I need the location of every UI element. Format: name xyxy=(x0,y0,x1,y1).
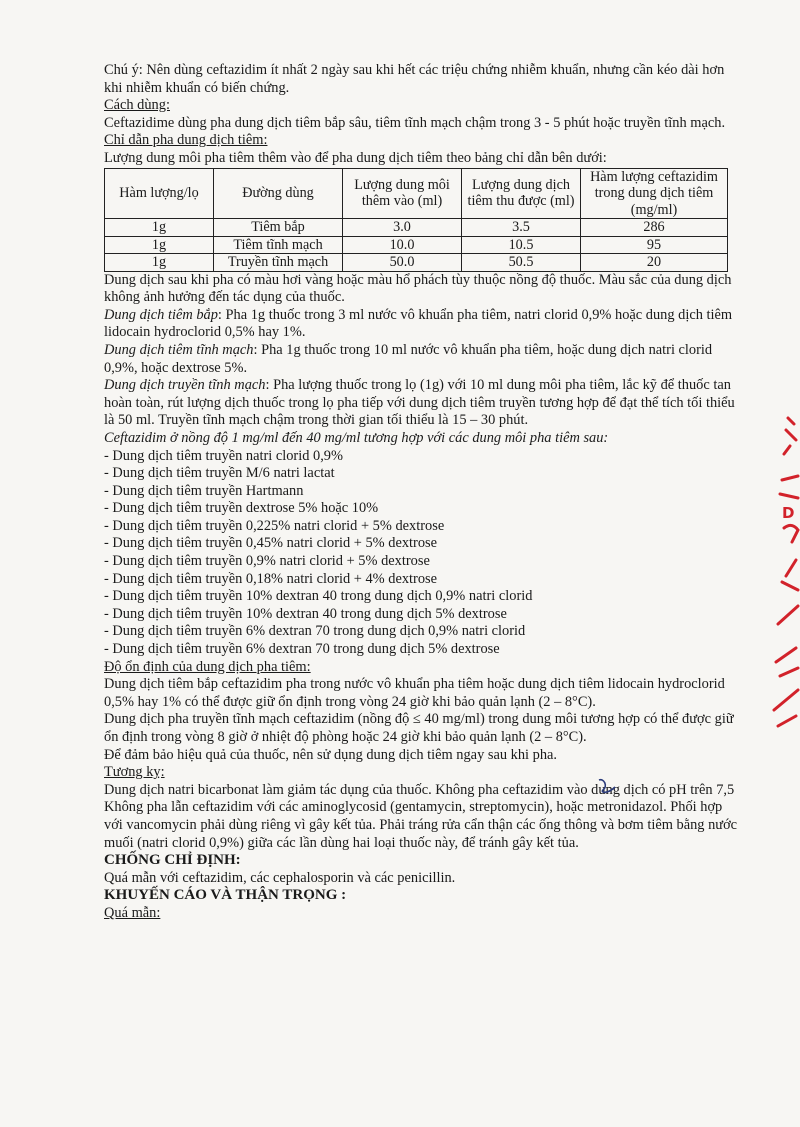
list-item: - Dung dịch tiêm truyền M/6 natri lactat xyxy=(104,465,335,482)
warn-heading: KHUYẾN CÁO VÀ THẬN TRỌNG : xyxy=(104,887,347,904)
incompat-p2: Không pha lẫn ceftazidim với các aminoglycosid (gentamycin, streptomycin), hoặc metronidazol. Phối hợp với vancomycin phải dùng riêng vì gây kết tủa. Phải tráng rửa cẩn thận các ống thông và bơm tiêm bằng nước muối (natri clorid 0,9%) giữa các lần dùng hai loại thuốc này, để tránh gây kết tủa. xyxy=(104,799,738,851)
list-item: - Dung dịch tiêm truyền 0,225% natri clorid + 5% dextrose xyxy=(104,517,445,534)
cell: 10.5 xyxy=(462,236,581,254)
stability-heading: Độ ổn định của dung dịch pha tiêm: xyxy=(104,658,311,675)
cell: 3.0 xyxy=(343,219,462,237)
list-item: - Dung dịch tiêm truyền 0,18% natri clorid + 4% dextrose xyxy=(104,570,438,587)
table-row xyxy=(105,254,728,272)
document-page xyxy=(104,62,744,923)
iv-paragraph xyxy=(104,342,744,377)
stability-p3: Để đảm bảo hiệu quả của thuốc, nên sử dụng dung dịch tiêm ngay sau khi pha. xyxy=(104,746,558,763)
incompat-p1: Dung dịch natri bicarbonat làm giảm tác dụng của thuốc. Không pha ceftazidim vào dung dịch có pH trên 7,5 xyxy=(104,781,735,798)
im-label: Dung dịch tiêm bắp xyxy=(104,306,218,323)
cell: 95 xyxy=(581,236,728,254)
contra-heading: CHỐNG CHỈ ĐỊNH: xyxy=(104,852,241,869)
handwritten-mark-icon xyxy=(596,776,618,796)
compat-intro: Ceftazidim ở nồng độ 1 mg/ml đến 40 mg/ml tương hợp với các dung môi pha tiêm sau: xyxy=(104,429,609,446)
red-stamp-icon xyxy=(758,410,800,740)
prep-intro: Lượng dung môi pha tiêm thêm vào để pha dung dịch tiêm theo bảng chỉ dẫn bên dưới: xyxy=(104,149,607,166)
cell: Tiêm bắp xyxy=(214,219,343,237)
table-header-row xyxy=(105,168,728,219)
cell: 3.5 xyxy=(462,219,581,237)
infusion-text: : Pha lượng thuốc trong lọ (1g) với 10 ml dung môi pha tiêm, lắc kỹ để thuốc tan hoàn toàn, rút lượng dịch thuốc trong lọ pha tiếp với dung dịch tiêm truyền tương hợp để đạt thể tích tối thiểu là 50 ml. Truyền tĩnh mạch chậm trong thời gian tối thiểu là 15 – 30 phút. xyxy=(104,377,735,429)
list-item: - Dung dịch tiêm truyền Hartmann xyxy=(104,482,304,499)
cell: 50.0 xyxy=(343,254,462,272)
im-paragraph xyxy=(104,307,744,342)
usage-text: Ceftazidime dùng pha dung dịch tiêm bắp sâu, tiêm tĩnh mạch chậm trong 3 - 5 phút hoặc truyền tĩnh mạch. xyxy=(104,114,726,131)
list-item: - Dung dịch tiêm truyền 6% dextran 70 trong dung dịch 5% dextrose xyxy=(104,641,500,658)
iv-text: : Pha 1g thuốc trong 10 ml nước vô khuẩn pha tiêm, hoặc dung dịch natri clorid 0,9%, hoặc dextrose 5%. xyxy=(104,341,713,376)
usage-heading: Cách dùng: xyxy=(104,97,170,114)
list-item: - Dung dịch tiêm truyền dextrose 5% hoặc 10% xyxy=(104,500,379,517)
list-item: - Dung dịch tiêm truyền 0,9% natri clorid + 5% dextrose xyxy=(104,553,430,570)
cell: Truyền tĩnh mạch xyxy=(214,254,343,272)
cell: 286 xyxy=(581,219,728,237)
infusion-paragraph xyxy=(104,377,744,430)
stability-p2: Dung dịch pha truyền tĩnh mạch ceftazidim (nồng độ ≤ 40 mg/ml) trong dung môi tương hợp có thể được giữ ổn định trong vòng 8 giờ ở nhiệt độ phòng hoặc 24 giờ khi bảo quản lạnh (2 – 8°C). xyxy=(104,711,734,745)
list-item: - Dung dịch tiêm truyền 10% dextran 40 trong dung dịch 5% dextrose xyxy=(104,605,507,622)
cell: 1g xyxy=(105,219,214,237)
infusion-label: Dung dịch truyền tĩnh mạch xyxy=(104,377,266,394)
cell: 20 xyxy=(581,254,728,272)
stability-p1: Dung dịch tiêm bắp ceftazidim pha trong nước vô khuẩn pha tiêm hoặc dung dịch tiêm lidocain hydroclorid 0,5% hay 1% có thể được giữ ổn định trong vòng 24 giờ khi bảo quản lạnh (2 – 8°C). xyxy=(104,676,725,710)
contra-text: Quá mẫn với ceftazidim, các cephalosporin và các penicillin. xyxy=(104,869,456,886)
header-strength: Hàm lượng/lọ xyxy=(105,168,214,219)
svg-text:D: D xyxy=(782,504,795,522)
prep-heading: Chỉ dẫn pha dung dịch tiêm: xyxy=(104,132,268,149)
list-item: - Dung dịch tiêm truyền 10% dextran 40 trong dung dịch 0,9% natri clorid xyxy=(104,588,533,605)
header-volume: Lượng dung dịch tiêm thu được (ml) xyxy=(462,168,581,219)
incompat-heading: Tương kỵ: xyxy=(104,764,165,781)
note-paragraph: Chú ý: Nên dùng ceftazidim ít nhất 2 ngày sau khi hết các triệu chứng nhiễm khuẩn, nhưng cần kéo dài hơn khi nhiễm khuẩn có biến chứng. xyxy=(104,62,725,96)
list-item: - Dung dịch tiêm truyền 0,45% natri clorid + 5% dextrose xyxy=(104,535,438,552)
cell: 10.0 xyxy=(343,236,462,254)
im-text: : Pha 1g thuốc trong 3 ml nước vô khuẩn pha tiêm, natri clorid 0,9% hoặc dung dịch tiêm lidocain hydroclorid 0,5% hay 1%. xyxy=(104,306,733,341)
header-route: Đường dùng xyxy=(214,168,343,219)
table-row xyxy=(105,219,728,237)
list-item: - Dung dịch tiêm truyền natri clorid 0,9% xyxy=(104,447,343,464)
dilution-table xyxy=(104,168,728,272)
cell: 1g xyxy=(105,236,214,254)
warn-subheading: Quá mẫn: xyxy=(104,904,161,921)
cell: 50.5 xyxy=(462,254,581,272)
list-item: - Dung dịch tiêm truyền 6% dextran 70 trong dung dịch 0,9% natri clorid xyxy=(104,623,526,640)
iv-label: Dung dịch tiêm tĩnh mạch xyxy=(104,341,254,358)
color-note: Dung dịch sau khi pha có màu hơi vàng hoặc màu hổ phách tùy thuộc nồng độ thuốc. Màu sắc của dung dịch không ảnh hưởng đến tác dụng của thuốc. xyxy=(104,271,732,306)
header-solvent: Lượng dung môi thêm vào (ml) xyxy=(343,168,462,219)
cell: 1g xyxy=(105,254,214,272)
table-row xyxy=(105,236,728,254)
header-concentration: Hàm lượng ceftazidim trong dung dịch tiêm (mg/ml) xyxy=(581,168,728,219)
cell: Tiêm tĩnh mạch xyxy=(214,236,343,254)
